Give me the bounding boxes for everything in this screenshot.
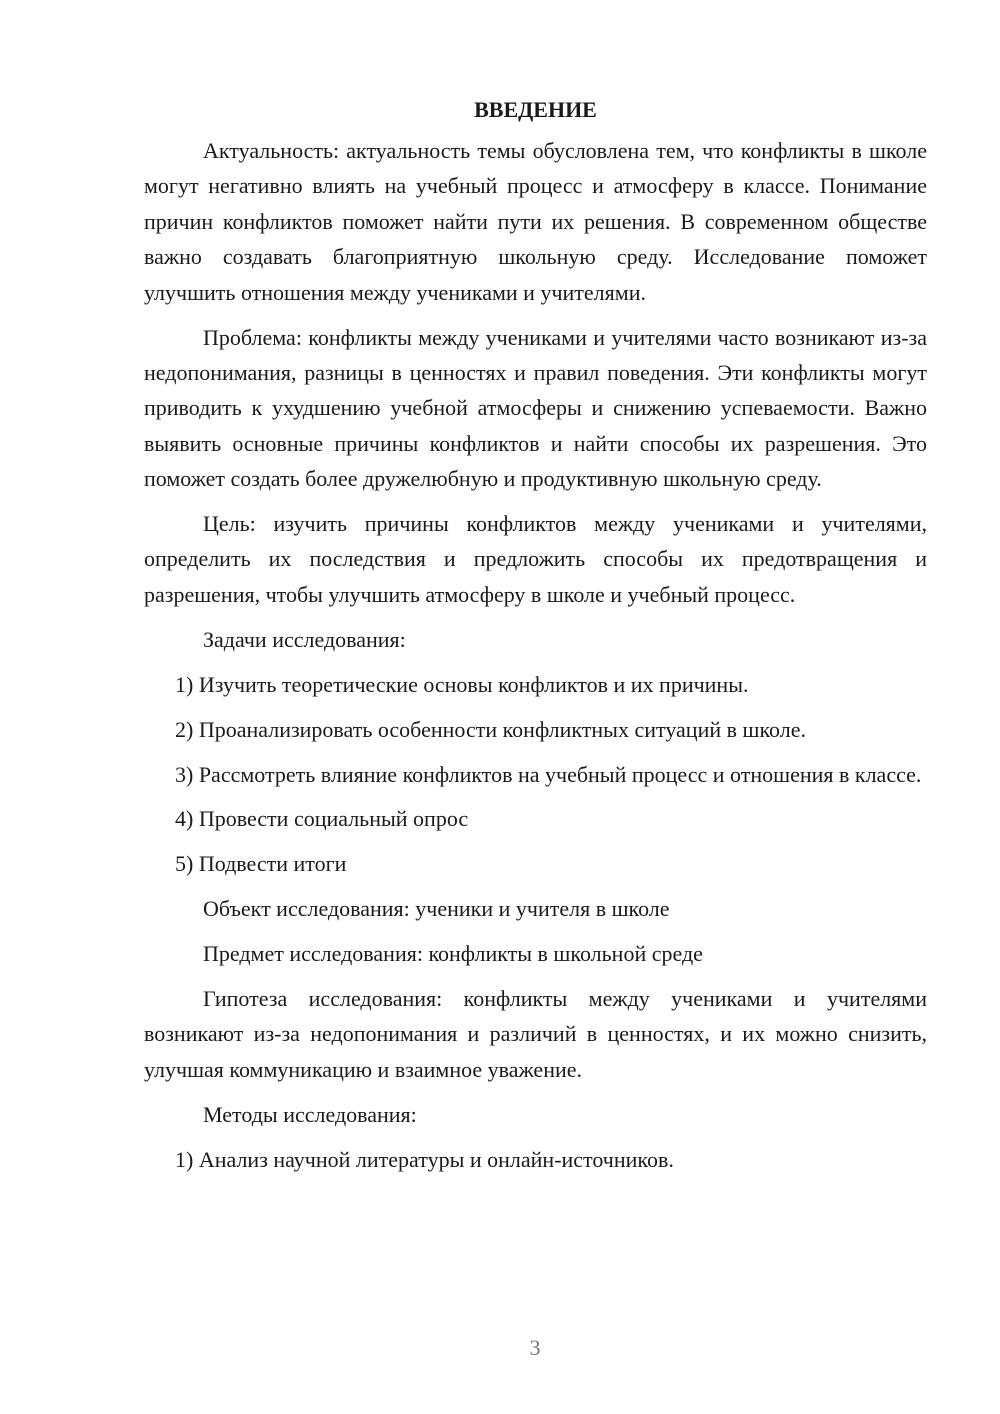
task-item: 5) Подвести итоги	[175, 851, 347, 877]
paragraph-goal: Цель: изучить причины конфликтов между учениками и учителями, определить их последствия и предложить способы их предотвращения и разрешения, чтобы улучшить атмосферу в школе и учебный процесс.	[144, 511, 927, 607]
paragraph-object: Объект исследования: ученики и учителя в школе	[203, 896, 670, 922]
page-title: ВВЕДЕНИЕ	[474, 97, 597, 122]
method-item: 1) Анализ научной литературы и онлайн-источников.	[175, 1146, 674, 1172]
page-number: 3	[529, 1335, 541, 1360]
task-item: 1) Изучить теоретические основы конфликтов и их причины.	[175, 671, 749, 697]
task-item: 3) Рассмотреть влияние конфликтов на учебный процесс и отношения в классе.	[175, 761, 922, 787]
methods-heading: Методы исследования:	[203, 1101, 417, 1127]
paragraph-problem: Проблема: конфликты между учениками и учителями часто возникают из-за недопонимания, разницы в ценностях и правил поведения. Эти конфликты могут приводить к ухудшению учебной атмосферы и снижению успеваемости. Важно выявить основные причины конфликтов и найти способы их разрешения. Это поможет создать более дружелюбную и продуктивную школьную среду.	[144, 324, 927, 492]
paragraph-relevance: Актуальность: актуальность темы обусловлена тем, что конфликты в школе могут негативно влиять на учебный процесс и атмосферу в классе. Понимание причин конфликтов поможет найти пути их решения. В современном обществе важно создавать благоприятную школьную среду. Исследование поможет улучшить отношения между учениками и учителями.	[144, 138, 927, 305]
paragraph-subject: Предмет исследования: конфликты в школьной среде	[203, 941, 703, 967]
task-item: 2) Проанализировать особенности конфликтных ситуаций в школе.	[175, 716, 806, 742]
paragraph-hypothesis: Гипотеза исследования: конфликты между учениками и учителями возникают из-за недопонимания и различий в ценностях, и их можно снизить, улучшая коммуникацию и взаимное уважение.	[144, 986, 927, 1082]
page-content	[144, 92, 927, 1187]
task-item: 4) Провести социальный опрос	[175, 806, 469, 832]
tasks-heading: Задачи исследования:	[203, 626, 406, 652]
